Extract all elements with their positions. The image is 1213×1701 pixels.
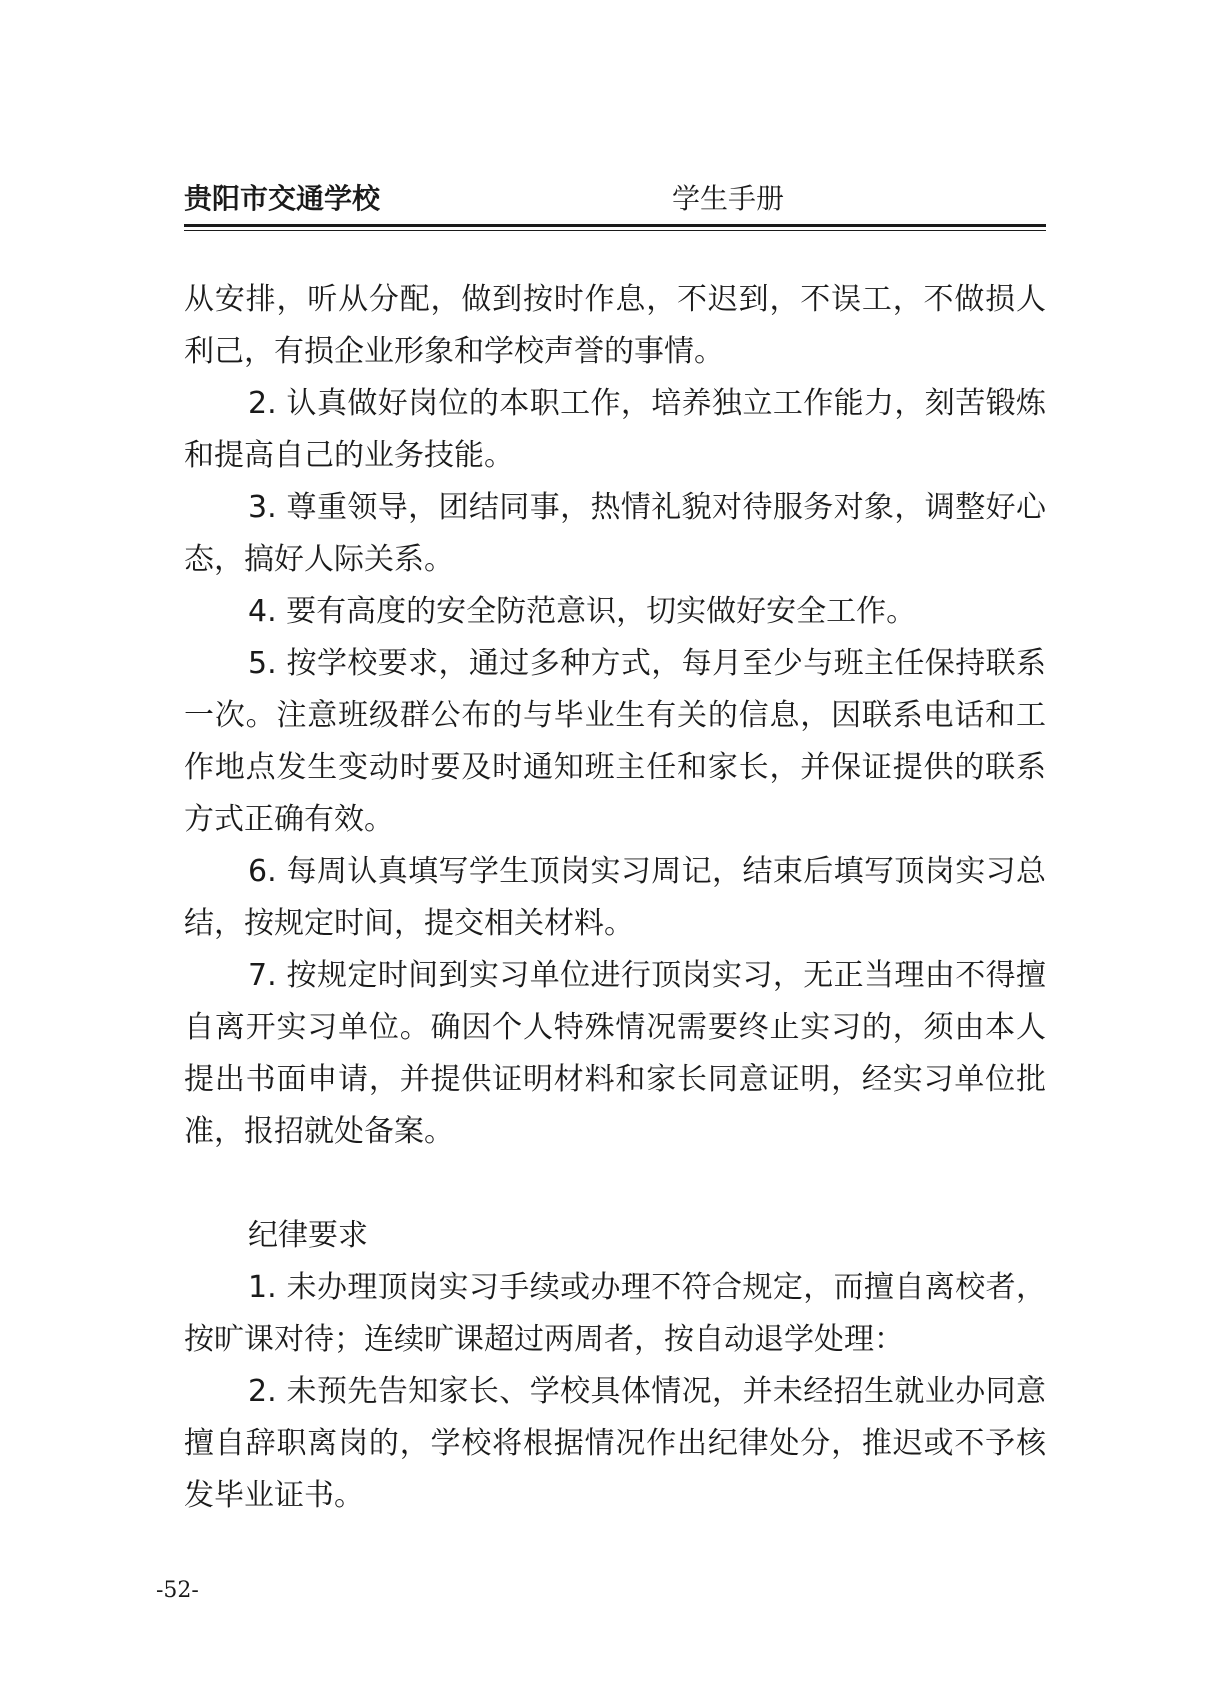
header-rule-thick [184, 224, 1046, 227]
paragraph-item-5: 5. 按学校要求，通过多种方式，每月至少与班主任保持联系一次。注意班级群公布的与毕业生有关的信息，因联系电话和工作地点发生变动时要及时通知班主任和家长，并保证提供的联系方式正确有效。 [184, 646, 1046, 837]
paragraph-item-7: 7. 按规定时间到实习单位进行顶岗实习，无正当理由不得擅自离开实习单位。确因个人特殊情况需要终止实习的，须由本人提出书面申请，并提供证明材料和家长同意证明，经实习单位批准，报招就处备案。 [184, 958, 1046, 1149]
section-gap [184, 1158, 1046, 1210]
header-school-name: 贵阳市交通学校 [184, 182, 381, 215]
discipline-item-2: 2. 未预先告知家长、学校具体情况，并未经招生就业办同意擅自辞职离岗的，学校将根据情况作出纪律处分，推迟或不予核发毕业证书。 [184, 1374, 1046, 1513]
discipline-item-1: 1. 未办理顶岗实习手续或办理不符合规定，而擅自离校者，按旷课对待；连续旷课超过两周者，按自动退学处理： [184, 1270, 1046, 1357]
paragraph-item-2: 2. 认真做好岗位的本职工作，培养独立工作能力，刻苦锻炼和提高自己的业务技能。 [184, 386, 1046, 473]
paragraph-continuation: 从安排，听从分配，做到按时作息，不迟到，不误工，不做损人利己，有损企业形象和学校声誉的事情。 [184, 282, 1046, 369]
page-body [184, 274, 1046, 1522]
page-number: -52- [156, 1578, 199, 1603]
section-heading-discipline: 纪律要求 [248, 1218, 368, 1253]
paragraph-item-6: 6. 每周认真填写学生顶岗实习周记，结束后填写顶岗实习总结，按规定时间，提交相关材料。 [184, 854, 1046, 941]
paragraph-item-3: 3. 尊重领导，团结同事，热情礼貌对待服务对象，调整好心态，搞好人际关系。 [184, 490, 1046, 577]
header-rule-thin [184, 230, 1046, 231]
page-header [184, 178, 1046, 220]
header-handbook-title: 学生手册 [672, 182, 785, 215]
paragraph-item-4: 4. 要有高度的安全防范意识，切实做好安全工作。 [248, 594, 917, 629]
